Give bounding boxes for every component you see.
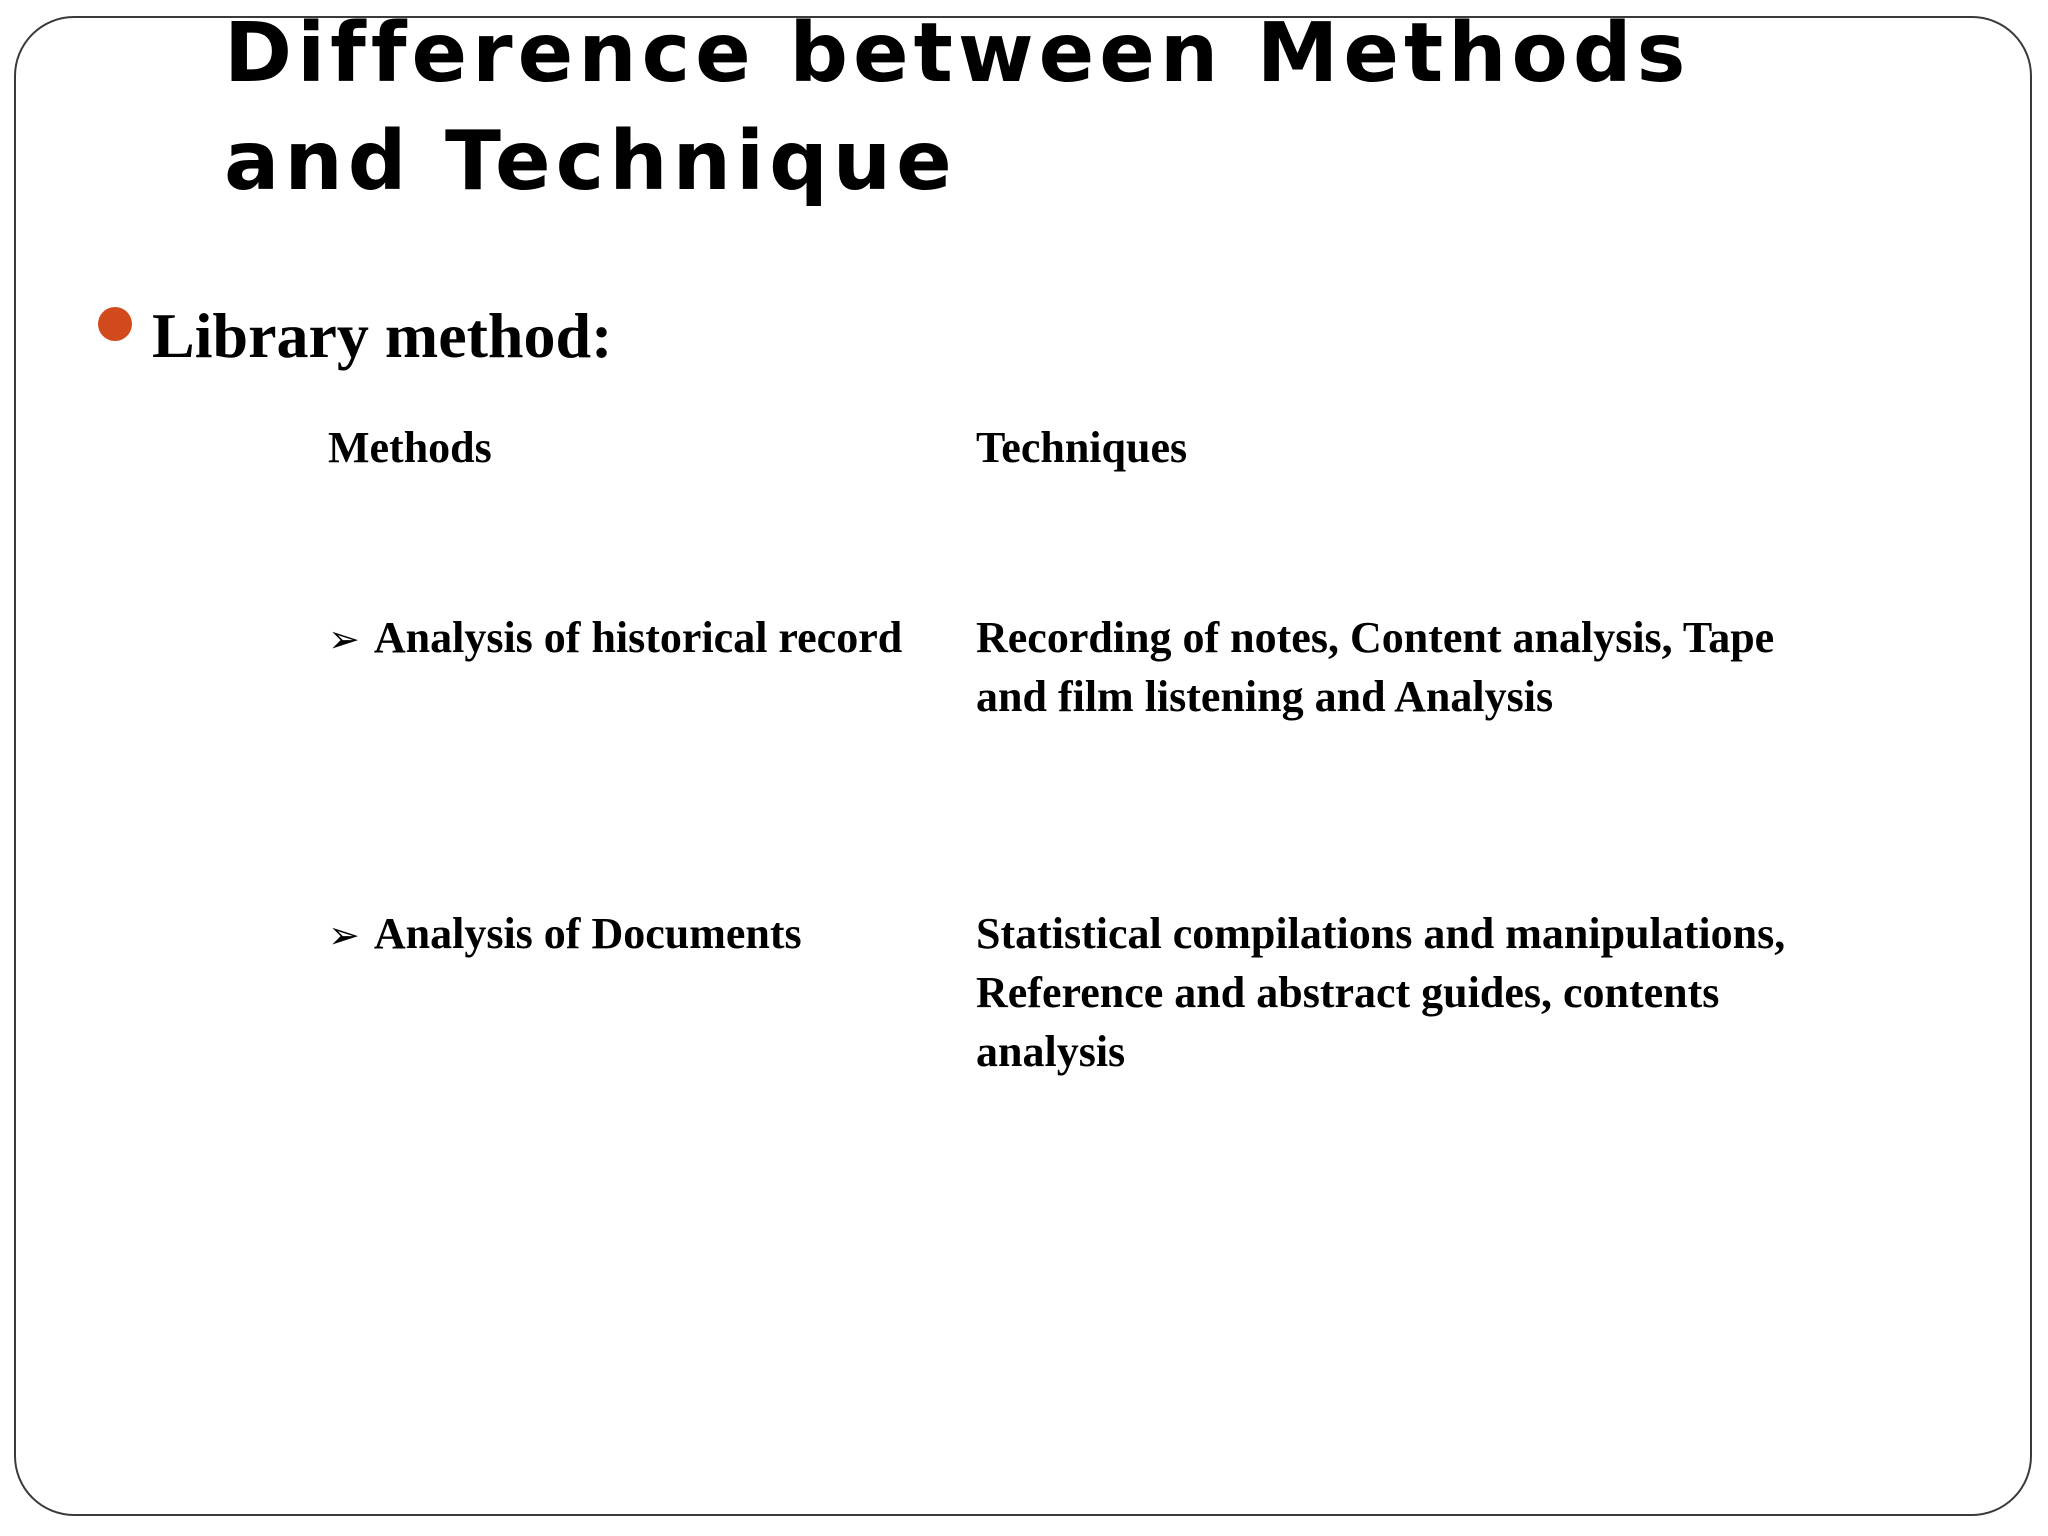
arrowhead-bullet-icon: ➢ bbox=[328, 617, 360, 661]
technique-cell-2: Statistical compilations and manipulations, Reference and abstract guides, contents analysis bbox=[976, 909, 1786, 1076]
technique-cell-1: Recording of notes, Content analysis, Tape and film listening and Analysis bbox=[976, 613, 1775, 721]
slide-title: Difference between Methods and Technique bbox=[224, 6, 1691, 209]
slide-frame bbox=[14, 16, 2032, 1516]
method-label-1: Analysis of historical record bbox=[373, 613, 903, 662]
circle-bullet-icon bbox=[98, 307, 132, 341]
method-cell-1 bbox=[328, 608, 928, 669]
method-cell-2 bbox=[328, 904, 928, 965]
method-label-2: Analysis of Documents bbox=[373, 909, 802, 958]
techniques-column-header: Techniques bbox=[976, 423, 1188, 472]
arrowhead-bullet-icon: ➢ bbox=[328, 913, 360, 957]
section-heading: Library method: bbox=[152, 300, 613, 371]
methods-column-header: Methods bbox=[328, 423, 492, 472]
